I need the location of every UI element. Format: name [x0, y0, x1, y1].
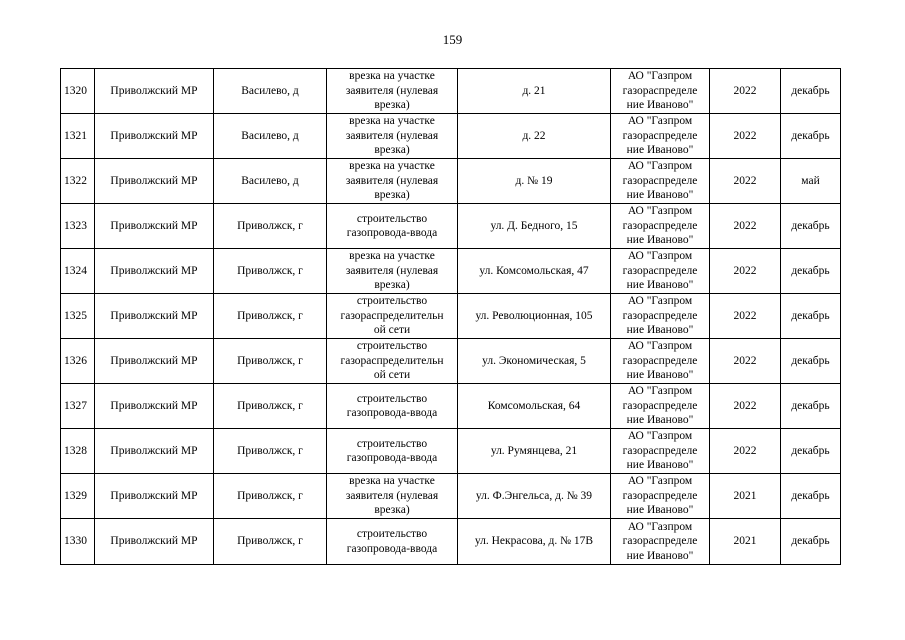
organization-line: ние Иваново" [626, 549, 694, 562]
year-cell: 2022 [710, 294, 781, 339]
district-cell: Приволжский МР [95, 249, 214, 294]
work-type-line: заявителя (нулевая [345, 174, 439, 187]
year-cell: 2022 [710, 114, 781, 159]
month-cell: май [781, 159, 841, 204]
work-type-cell [327, 519, 458, 565]
year-cell: 2022 [710, 69, 781, 114]
organization-line: АО "Газпром [627, 295, 693, 308]
work-type-cell [327, 249, 458, 294]
work-type-line: строительство [356, 295, 428, 308]
address-cell: ул. Ф.Энгельса, д. № 39 [458, 474, 611, 519]
organization-line: ние Иваново" [626, 99, 694, 112]
organization-cell [611, 339, 710, 384]
year-cell: 2022 [710, 429, 781, 474]
table-row [61, 69, 841, 114]
work-type-line: газораспределительн [340, 309, 444, 322]
row-number-cell: 1328 [61, 429, 95, 474]
work-type-line: строительство [356, 437, 428, 450]
table-row [61, 114, 841, 159]
work-type-line: заявителя (нулевая [345, 84, 439, 97]
organization-line: ние Иваново" [626, 144, 694, 157]
table-row [61, 384, 841, 429]
work-type-line: врезка) [374, 144, 410, 157]
address-cell: ул. Революционная, 105 [458, 294, 611, 339]
district-cell: Приволжский МР [95, 294, 214, 339]
work-type-line: ой сети [373, 324, 411, 337]
organization-cell [611, 384, 710, 429]
organization-line: ние Иваново" [626, 234, 694, 247]
organization-line: газораспределе [622, 535, 698, 548]
district-cell: Приволжский МР [95, 69, 214, 114]
settlement-cell: Приволжск, г [214, 294, 327, 339]
organization-line: АО "Газпром [627, 205, 693, 218]
row-number-cell: 1327 [61, 384, 95, 429]
organization-line: АО "Газпром [627, 340, 693, 353]
month-cell: декабрь [781, 294, 841, 339]
row-number-cell: 1330 [61, 519, 95, 565]
work-type-line: газопровода-ввода [346, 227, 438, 239]
work-type-line: врезка) [374, 99, 410, 112]
organization-line: ние Иваново" [626, 369, 694, 382]
month-cell: декабрь [781, 249, 841, 294]
organization-cell [611, 519, 710, 565]
settlement-cell: Приволжск, г [214, 204, 327, 249]
address-cell: ул. Комсомольская, 47 [458, 249, 611, 294]
work-type-cell [327, 429, 458, 474]
address-cell: ул. Румянцева, 21 [458, 429, 611, 474]
work-type-line: ой сети [373, 369, 411, 382]
organization-line: АО "Газпром [627, 520, 693, 533]
work-type-cell [327, 69, 458, 114]
organization-line: АО "Газпром [627, 250, 693, 263]
organization-line: газораспределе [622, 444, 698, 457]
year-cell: 2022 [710, 384, 781, 429]
table-row [61, 159, 841, 204]
row-number-cell: 1320 [61, 69, 95, 114]
settlement-cell: Василево, д [214, 114, 327, 159]
organization-line: газораспределе [622, 84, 698, 97]
work-type-line: врезка) [374, 279, 410, 292]
settlement-cell: Приволжск, г [214, 384, 327, 429]
organization-line: газораспределе [622, 174, 698, 187]
month-cell: декабрь [781, 204, 841, 249]
work-type-cell [327, 159, 458, 204]
settlement-cell: Василево, д [214, 69, 327, 114]
work-type-cell [327, 204, 458, 249]
month-cell: декабрь [781, 339, 841, 384]
settlement-cell: Приволжск, г [214, 339, 327, 384]
organization-cell [611, 159, 710, 204]
settlement-cell: Приволжск, г [214, 429, 327, 474]
work-type-line: врезка на участке [349, 250, 435, 263]
organization-line: ние Иваново" [626, 279, 694, 292]
row-number-cell: 1329 [61, 474, 95, 519]
work-type-line: газопровода-ввода [346, 452, 438, 464]
row-number-cell: 1324 [61, 249, 95, 294]
organization-line: газораспределе [622, 129, 698, 142]
table-row [61, 204, 841, 249]
address-cell: д. 22 [458, 114, 611, 159]
district-cell: Приволжский МР [95, 429, 214, 474]
address-cell: ул. Экономическая, 5 [458, 339, 611, 384]
month-cell: декабрь [781, 384, 841, 429]
settlement-cell: Приволжск, г [214, 519, 327, 565]
address-cell: ул. Некрасова, д. № 17В [458, 519, 611, 565]
work-type-line: заявителя (нулевая [345, 489, 439, 502]
year-cell: 2021 [710, 519, 781, 565]
work-type-line: газопровода-ввода [346, 542, 438, 555]
settlement-cell: Василево, д [214, 159, 327, 204]
month-cell: декабрь [781, 429, 841, 474]
work-type-line: газораспределительн [340, 354, 444, 367]
organization-line: газораспределе [622, 399, 698, 412]
address-cell: д. № 19 [458, 159, 611, 204]
month-cell: декабрь [781, 474, 841, 519]
district-cell: Приволжский МР [95, 204, 214, 249]
work-type-line: заявителя (нулевая [345, 264, 439, 277]
settlement-cell: Приволжск, г [214, 249, 327, 294]
year-cell: 2022 [710, 204, 781, 249]
district-cell: Приволжский МР [95, 114, 214, 159]
table-row [61, 519, 841, 565]
organization-line: АО "Газпром [627, 385, 693, 398]
year-cell: 2022 [710, 339, 781, 384]
organization-line: ние Иваново" [626, 189, 694, 202]
year-cell: 2022 [710, 249, 781, 294]
row-number-cell: 1326 [61, 339, 95, 384]
organization-line: ние Иваново" [626, 324, 694, 337]
work-type-line: врезка на участке [349, 115, 435, 128]
address-cell: д. 21 [458, 69, 611, 114]
work-type-line: заявителя (нулевая [345, 129, 439, 142]
address-cell: ул. Д. Бедного, 15 [458, 204, 611, 249]
month-cell: декабрь [781, 519, 841, 565]
work-type-cell [327, 339, 458, 384]
row-number-cell: 1321 [61, 114, 95, 159]
organization-line: АО "Газпром [627, 160, 693, 173]
work-type-line: врезка) [374, 189, 410, 202]
gasification-table [60, 68, 841, 565]
table-row [61, 294, 841, 339]
work-type-line: строительство [356, 212, 428, 225]
address-cell: Комсомольская, 64 [458, 384, 611, 429]
organization-line: АО "Газпром [627, 115, 693, 128]
organization-cell [611, 204, 710, 249]
work-type-cell [327, 114, 458, 159]
organization-line: ние Иваново" [626, 459, 694, 472]
work-type-line: врезка) [374, 504, 410, 517]
organization-line: газораспределе [622, 309, 698, 322]
row-number-cell: 1322 [61, 159, 95, 204]
row-number-cell: 1325 [61, 294, 95, 339]
organization-line: АО "Газпром [627, 430, 693, 443]
table-row [61, 429, 841, 474]
work-type-line: строительство [356, 340, 428, 353]
district-cell: Приволжский МР [95, 474, 214, 519]
row-number-cell: 1323 [61, 204, 95, 249]
table-row [61, 339, 841, 384]
table-row [61, 474, 841, 519]
month-cell: декабрь [781, 69, 841, 114]
organization-line: ние Иваново" [626, 414, 694, 427]
organization-cell [611, 249, 710, 294]
organization-cell [611, 429, 710, 474]
organization-line: газораспределе [622, 354, 698, 367]
district-cell: Приволжский МР [95, 339, 214, 384]
settlement-cell: Приволжск, г [214, 474, 327, 519]
district-cell: Приволжский МР [95, 159, 214, 204]
organization-cell [611, 294, 710, 339]
page-number: 159 [442, 32, 463, 47]
district-cell: Приволжский МР [95, 384, 214, 429]
work-type-line: врезка на участке [349, 70, 435, 83]
year-cell: 2021 [710, 474, 781, 519]
organization-cell [611, 474, 710, 519]
work-type-cell [327, 474, 458, 519]
month-cell: декабрь [781, 114, 841, 159]
work-type-line: врезка на участке [349, 160, 435, 173]
work-type-line: врезка на участке [349, 475, 435, 488]
organization-line: АО "Газпром [627, 475, 693, 488]
organization-line: АО "Газпром [627, 70, 693, 83]
year-cell: 2022 [710, 159, 781, 204]
organization-line: газораспределе [622, 264, 698, 277]
work-type-cell [327, 384, 458, 429]
work-type-line: строительство [356, 392, 428, 405]
organization-line: ние Иваново" [626, 504, 694, 517]
work-type-line: газопровода-ввода [346, 407, 438, 419]
organization-line: газораспределе [622, 219, 698, 232]
table-row [61, 249, 841, 294]
organization-cell [611, 69, 710, 114]
work-type-cell [327, 294, 458, 339]
organization-line: газораспределе [622, 489, 698, 502]
district-cell: Приволжский МР [95, 519, 214, 565]
work-type-line: строительство [356, 528, 428, 540]
organization-cell [611, 114, 710, 159]
